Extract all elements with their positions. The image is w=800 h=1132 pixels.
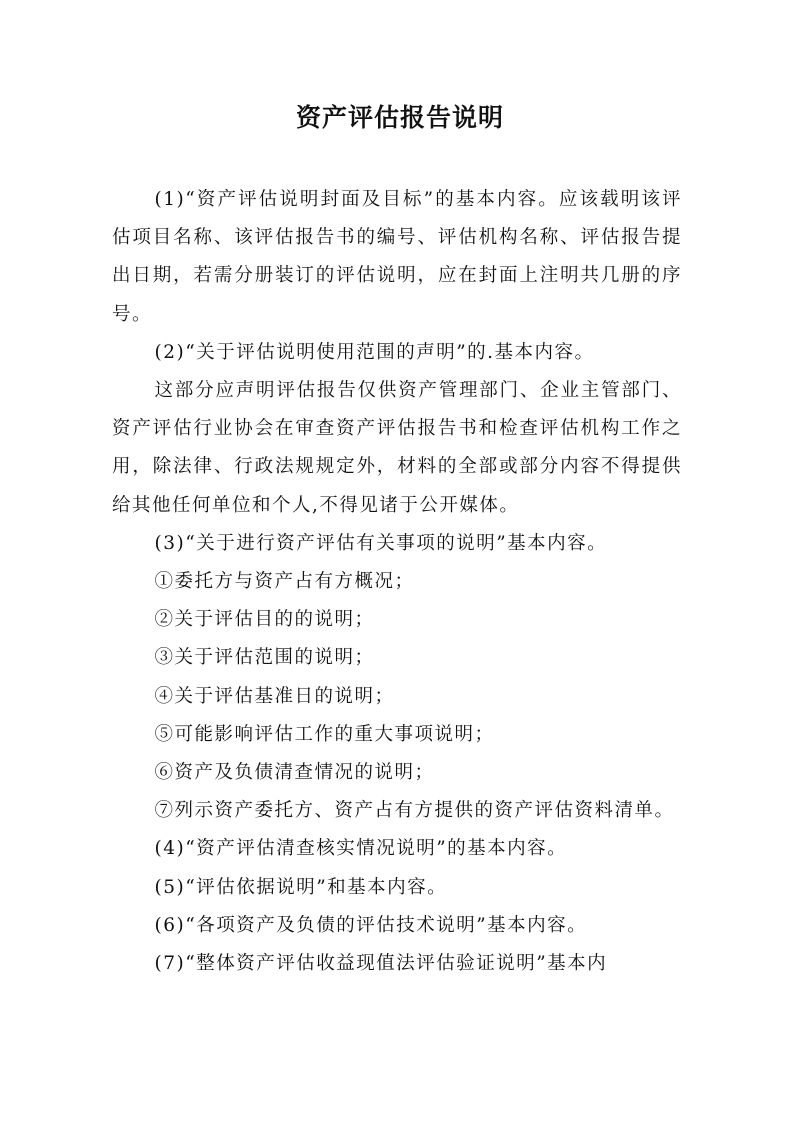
list-item-3: ③关于评估范围的说明；	[154, 647, 375, 669]
list-item-7: ⑦列示资产委托方、资产占有方提供的资产评估资料清单。	[154, 800, 675, 822]
paragraph-7: (6)“各项资产及负债的评估技术说明”基本内容。	[154, 914, 588, 936]
list-item-5: ⑤可能影响评估工作的重大事项说明；	[154, 723, 495, 745]
paragraph-2: (2)“关于评估说明使用范围的声明”的.基本内容。	[154, 341, 595, 363]
document-body	[112, 181, 682, 983]
list-item-1: ①委托方与资产占有方概况；	[154, 571, 415, 593]
document-title: 资产评估报告说明	[295, 103, 504, 132]
paragraph-3: 这部分应声明评估报告仅供资产管理部门、企业主管部门、资产评估行业协会在审查资产评估报告书和检查评估机构工作之用，除法律、行政法规规定外，材料的全部或部分内容不得提供给其他任何单位和个人,不得见诸于公开媒体。	[112, 380, 682, 516]
paragraph-4: (3)“关于进行资产评估有关事项的说明”基本内容。	[154, 532, 608, 554]
list-item-4: ④关于评估基准日的说明；	[154, 685, 395, 707]
paragraph-6: (5)“评估依据说明”和基本内容。	[154, 876, 448, 898]
list-item-2: ②关于评估目的的说明；	[154, 609, 375, 631]
paragraph-1: (1)“资产评估说明封面及目标”的基本内容。应该载明该评估项目名称、该评估报告书的编号、评估机构名称、评估报告提出日期，若需分册装订的评估说明，应在封面上注明共几册的序号。	[112, 189, 682, 325]
list-item-6: ⑥资产及负债清查情况的说明；	[154, 762, 435, 784]
paragraph-8: (7)“整体资产评估收益现值法评估验证说明”基本内	[154, 953, 608, 975]
paragraph-5: (4)“资产评估清查核实情况说明”的基本内容。	[154, 838, 568, 860]
